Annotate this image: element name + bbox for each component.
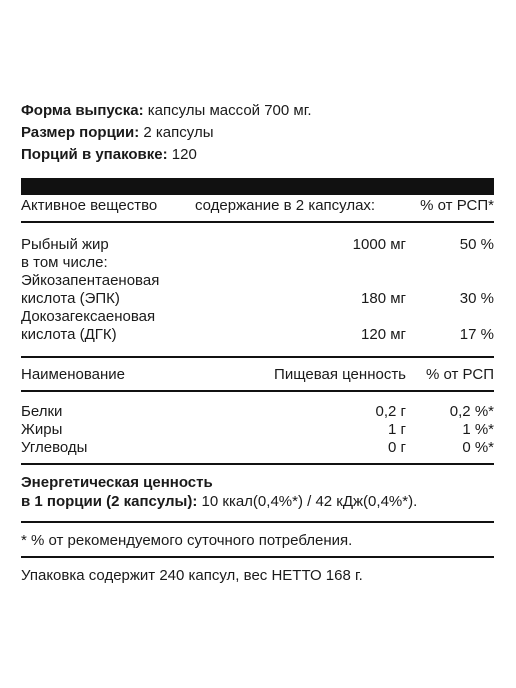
serving-label: Размер порции: <box>21 124 140 141</box>
active-row-name-cont: кислота (ДГК) <box>21 326 117 343</box>
active-table-divider <box>21 356 494 358</box>
active-header-divider <box>21 221 494 223</box>
nutrition-header-divider <box>21 390 494 392</box>
active-row-subtitle: в том числе: <box>21 254 108 271</box>
active-col-percent: % от РСП* <box>420 197 494 214</box>
nutrition-row-amount: 1 г <box>388 421 406 438</box>
serving-line <box>21 124 213 142</box>
active-col-amount: содержание в 2 капсулах: <box>195 197 376 214</box>
nutrition-col-percent: % от РСП <box>425 366 494 383</box>
energy-divider <box>21 521 494 523</box>
servings-per-pack-line <box>21 146 197 164</box>
nutrition-row-percent: 0 %* <box>462 439 494 456</box>
footnote: * % от рекомендуемого суточного потребления. <box>21 532 353 549</box>
active-row-percent: 17 % <box>459 326 494 343</box>
active-row-name: Рыбный жир <box>21 236 109 253</box>
active-row-percent: 50 % <box>459 236 494 253</box>
servings-per-pack-label: Порций в упаковке: <box>21 146 168 163</box>
nutrition-row-name: Углеводы <box>21 439 88 456</box>
energy-line <box>21 493 417 511</box>
nutrition-row-percent: 0,2 %* <box>449 403 494 420</box>
servings-per-pack-value: 120 <box>171 146 197 163</box>
footnote-divider <box>21 556 494 558</box>
nutrition-row-amount: 0,2 г <box>375 403 406 420</box>
header-bar <box>21 178 494 195</box>
energy-value: 10 ккал(0,4%*) / 42 кДж(0,4%*). <box>201 493 418 510</box>
form-label: Форма выпуска: <box>21 102 144 119</box>
nutrition-table-divider <box>21 463 494 465</box>
nutrition-row-amount: 0 г <box>388 439 406 456</box>
form-line <box>21 102 312 120</box>
energy-serving-label: в 1 порции (2 капсулы): <box>21 493 198 510</box>
active-row-name: Эйкозапентаеновая <box>21 272 160 289</box>
active-row-amount: 180 мг <box>361 290 406 307</box>
package-note: Упаковка содержит 240 капсул, вес НЕТТО 168 г. <box>21 567 363 584</box>
serving-value: 2 капсулы <box>143 124 214 141</box>
active-row-percent: 30 % <box>459 290 494 307</box>
active-row-amount: 1000 мг <box>352 236 406 253</box>
energy-title: Энергетическая ценность <box>21 474 213 491</box>
active-row-name-cont: кислота (ЭПК) <box>21 290 120 307</box>
nutrition-row-name: Белки <box>21 403 63 420</box>
nutrition-row-name: Жиры <box>21 421 63 438</box>
form-value: капсулы массой 700 мг. <box>147 102 312 119</box>
active-col-name: Активное вещество <box>21 197 158 214</box>
active-row-name: Докозагексаеновая <box>21 308 156 325</box>
nutrition-col-amount: Пищевая ценность <box>274 366 406 383</box>
active-row-amount: 120 мг <box>361 326 406 343</box>
nutrition-row-percent: 1 %* <box>462 421 494 438</box>
nutrition-col-name: Наименование <box>21 366 125 383</box>
